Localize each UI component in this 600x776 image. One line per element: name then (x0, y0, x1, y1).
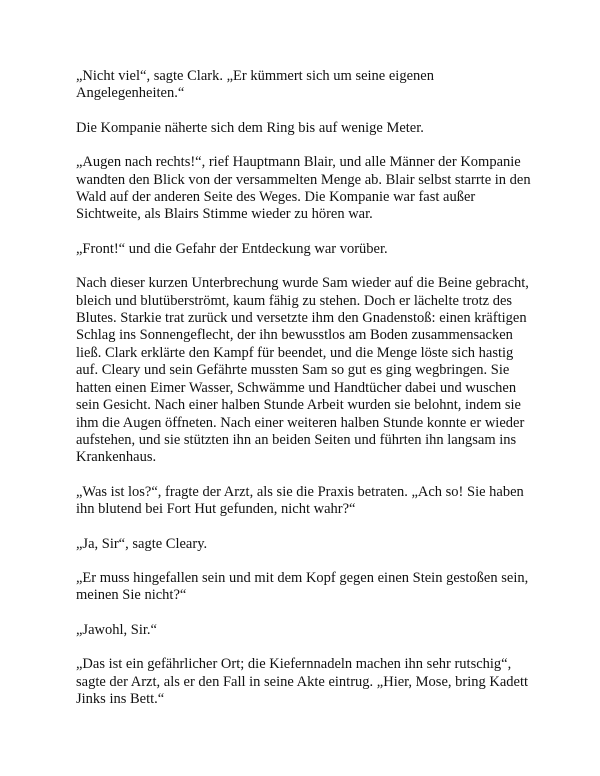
paragraph: „Jawohl, Sir.“ (76, 621, 157, 638)
paragraph: Die Kompanie näherte sich dem Ring bis auf wenige Meter. (76, 119, 424, 136)
paragraph: „Front!“ und die Gefahr der Entdeckung war vorüber. (76, 240, 388, 257)
document-page (76, 68, 536, 725)
paragraph: „Was ist los?“, fragte der Arzt, als sie die Praxis betraten. „Ach so! Sie haben ihn blutend bei Fort Hut gefunden, nicht wahr?“ (76, 483, 524, 518)
paragraph: „Augen nach rechts!“, rief Hauptmann Blair, und alle Männer der Kompanie wandten den Blick von der versammelten Menge ab. Blair selbst starrte in den Wald auf der anderen Seite des Weges. Die Kompanie war fast außer Sichtweite, als Blairs Stimme wieder zu hören war. (76, 154, 531, 223)
paragraph: Nach dieser kurzen Unterbrechung wurde Sam wieder auf die Beine gebracht, bleich und blutüberströmt, kaum fähig zu stehen. Doch er lächelte trotz des Blutes. Starkie trat zurück und versetzte ihm den Gnadenstoß: einen kräftigen Schlag ins Sonnengeflecht, der ihn bewusstlos am Boden zusammensacken ließ. Clark erklärte den Kampf für beendet, und die Menge löste sich hastig auf. Cleary und sein Gefährte mussten Sam so gut es ging wegbringen. Sie hatten einen Eimer Wasser, Schwämme und Handtücher dabei und wuschen sein Gesicht. Nach einer halben Stunde Arbeit wurden sie belohnt, indem sie ihm die Augen öffneten. Nach einer weiteren halben Stunde konnte er wieder aufstehen, und sie stützten ihn an beiden Seiten und führten ihn langsam ins Krankenhaus. (76, 275, 529, 466)
paragraph: „Er muss hingefallen sein und mit dem Kopf gegen einen Stein gestoßen sein, meinen Sie nicht?“ (76, 569, 529, 604)
paragraph: „Ja, Sir“, sagte Cleary. (76, 535, 208, 552)
paragraph: „Nicht viel“, sagte Clark. „Er kümmert sich um seine eigenen Angelegenheiten.“ (76, 68, 434, 102)
paragraph: „Das ist ein gefährlicher Ort; die Kiefernnadeln machen ihn sehr rutschig“, sagte der Arzt, als er den Fall in seine Akte eintrug. „Hier, Mose, bring Kadett Jinks ins Bett.“ (76, 656, 529, 707)
